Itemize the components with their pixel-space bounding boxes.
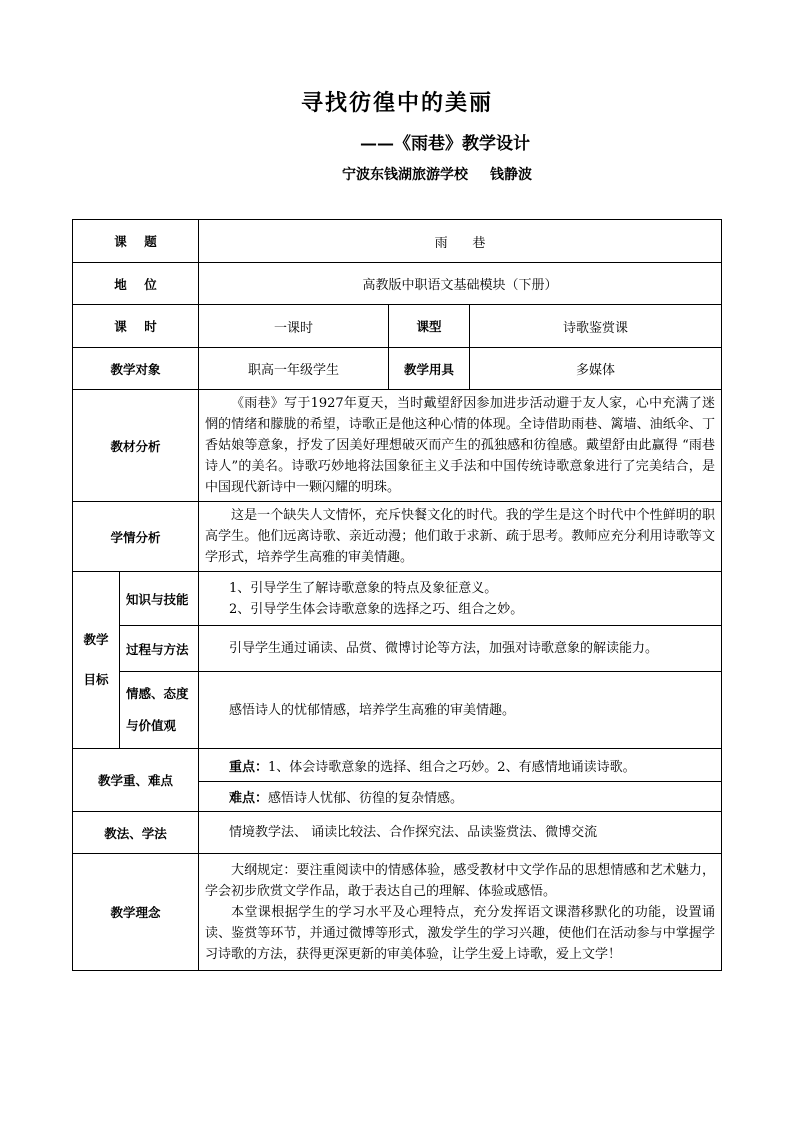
document-subtitle: ——《雨巷》教学设计: [360, 134, 530, 154]
knowledge-item-1: 1、引导学生了解诗歌意象的特点及象征意义。: [229, 580, 498, 596]
learner-text: 这是一个缺失人文情怀，充斥快餐文化的时代。我的学生是这个时代中个性鲜明的职高学生。他们远离诗歌、亲近动漫；他们敢于求新、疏于思考。教师应充分利用诗歌等文学形式，培养学生高雅的审美情趣。: [205, 508, 716, 565]
tools-label: 教学用具: [389, 348, 470, 390]
row-method: [73, 812, 722, 854]
topic-label: 课 题: [73, 220, 199, 263]
knowledge-item-2: 2、引导学生体会诗歌意象的选择之巧、组合之妙。: [229, 601, 524, 617]
document-title: 寻找彷徨中的美丽: [300, 90, 493, 116]
lesson-plan-table: [72, 219, 722, 971]
type-value: 诗歌鉴赏课: [470, 305, 722, 348]
method-cell: [199, 812, 722, 854]
knowledge-cell: [199, 572, 722, 626]
material-label: 教材分析: [73, 390, 199, 502]
goals-label: [73, 572, 120, 749]
key-label: 重点：: [229, 759, 269, 775]
hours-value: 一课时: [199, 305, 389, 348]
difficulty-text: 感悟诗人忧郁、彷徨的复杂情感。: [268, 791, 464, 806]
row-audience: [73, 348, 722, 390]
process-text: 引导学生通过诵读、品赏、微博讨论等方法，加强对诗歌意象的解读能力。: [229, 641, 659, 656]
key-text: 1、体会诗歌意象的选择、组合之巧妙。2、有感情地诵读诗歌。: [268, 759, 636, 775]
difficulty-label: 难点：: [229, 791, 269, 806]
row-hours: [73, 305, 722, 348]
row-philosophy: [73, 854, 722, 971]
row-process: [73, 626, 722, 672]
material-cell: [199, 390, 722, 502]
tools-value: 多媒体: [470, 348, 722, 390]
difficulty-cell: [199, 782, 722, 812]
philosophy-label: 教学理念: [73, 854, 199, 971]
philosophy-cell: [199, 854, 722, 971]
author-line: [342, 164, 532, 184]
emotion-label-line2: 与价值观: [126, 718, 177, 733]
focus-label: 教学重、难点: [73, 749, 199, 812]
emotion-cell: [199, 672, 722, 749]
key-cell: [199, 749, 722, 782]
process-label: 过程与方法: [120, 626, 199, 672]
method-text: 情境教学法、 诵读比较法、合作探究法、品读鉴赏法、微博交流: [229, 825, 598, 840]
row-material: [73, 390, 722, 502]
goals-label-line1: 教学: [83, 632, 109, 647]
philosophy-paragraph-2: 本堂课根据学生的学习水平及心理特点，充分发挥语文课潜移默化的功能，设置诵读、鉴赏等环节，并通过微博等形式，激发学生的学习兴趣，使他们在活动参与中掌握学习诗歌的方法，获得更深更新的审美体验，让学生爱上诗歌，爱上文学！: [205, 904, 716, 962]
row-topic: [73, 220, 722, 263]
emotion-label: [120, 672, 199, 749]
position-label: 地 位: [73, 263, 199, 305]
row-key-point: [73, 749, 722, 782]
author-name: 钱静波: [490, 167, 532, 183]
hours-label: 课 时: [73, 305, 199, 348]
row-emotion: [73, 672, 722, 749]
audience-label: 教学对象: [73, 348, 199, 390]
emotion-label-line1: 情感、态度: [126, 686, 189, 701]
knowledge-label: 知识与技能: [120, 572, 199, 626]
type-label: 课型: [389, 305, 470, 348]
material-text: 《雨巷》写于1927年夏天，当时戴望舒因参加进步活动避于友人家，心中充满了迷惘的情绪和朦胧的希望，诗歌正是他这种心情的体现。全诗借助雨巷、篱墙、油纸伞、丁香姑娘等意象，抒发了因美好理想破灭而产生的孤独感和彷徨感。戴望舒由此赢得 “雨巷诗人”的美名。诗歌巧妙地将法国象征主义手法和中国传统诗歌意象进行了完美结合，是中国现代新诗中一颗闪耀的明珠。: [205, 396, 716, 495]
learner-label: 学情分析: [73, 502, 199, 572]
emotion-text: 感悟诗人的忧郁情感，培养学生高雅的审美情趣。: [229, 702, 516, 718]
row-learner: [73, 502, 722, 572]
process-cell: [199, 626, 722, 672]
method-label: 教法、学法: [73, 812, 199, 854]
row-position: [73, 263, 722, 305]
goals-label-line2: 目标: [83, 672, 109, 687]
topic-value: 雨 巷: [199, 220, 722, 263]
philosophy-paragraph-1: 大纲规定：要注重阅读中的情感体验，感受教材中文学作品的思想情感和艺术魅力，学会初步欣赏文学作品，敢于表达自己的理解、体验或感悟。: [205, 862, 716, 899]
position-value: 高教版中职语文基础模块（下册）: [199, 263, 722, 305]
school-name: 宁波东钱湖旅游学校: [342, 167, 468, 183]
audience-value: 职高一年级学生: [199, 348, 389, 390]
learner-cell: [199, 502, 722, 572]
row-knowledge: [73, 572, 722, 626]
